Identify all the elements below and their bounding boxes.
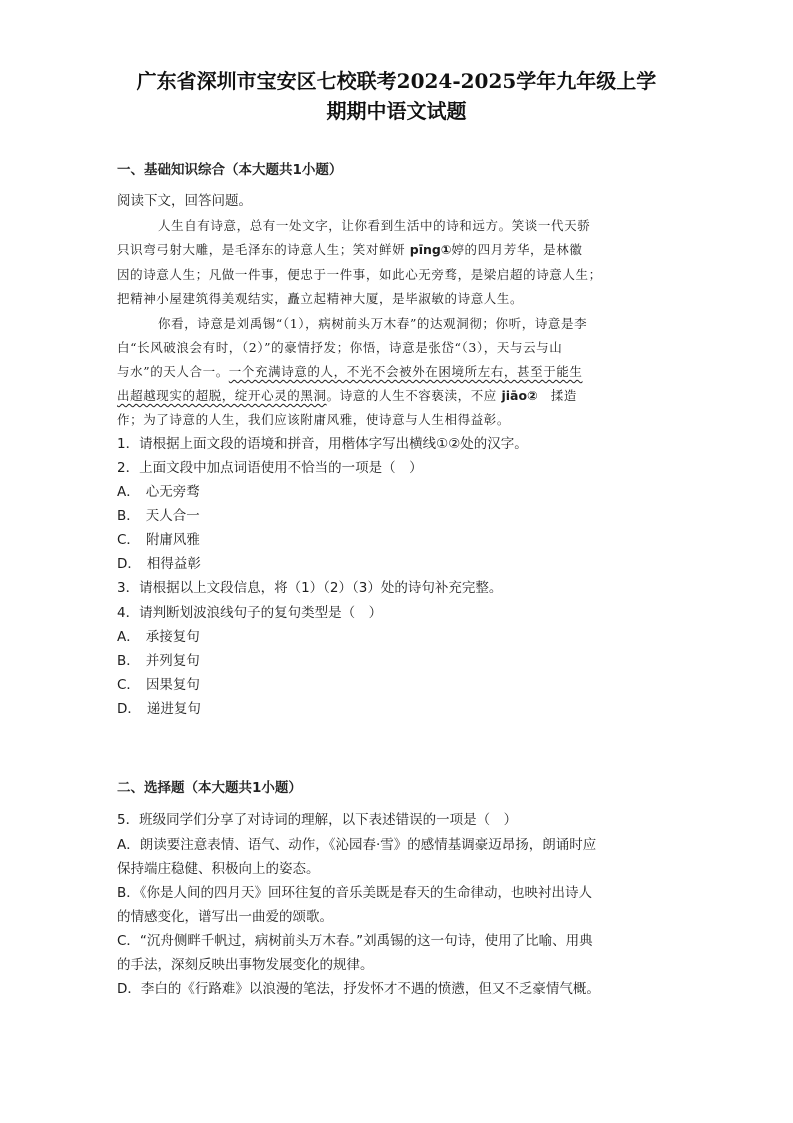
- q2-option-d: D． 相得益彰: [117, 556, 201, 572]
- question-3: 3．请根据以上文段信息，将（1）（2）（3）处的诗句补充完整。: [117, 580, 503, 596]
- pinyin-blank-2: jiāo②: [501, 388, 538, 403]
- q5-option-b: B．《你是人间的四月天》回环往复的音乐美既是春天的生命律动，也映衬出诗人: [117, 885, 593, 901]
- section2-heading: 二、选择题（本大题共1小题）: [117, 780, 302, 796]
- section1-intro: 阅读下文，回答问题。: [117, 193, 252, 209]
- q5-option-a: A．朗读要注意表情、语气、动作，《沁园春·雪》的感情基调豪迈昂扬，朗诵时应: [117, 837, 597, 853]
- wavy-underlined-sentence: 一个充满诗意的人，不光不会被外在困境所左右，甚至于能生: [228, 364, 583, 379]
- passage-line: 因的诗意人生；凡做一件事，便忠于一件事，如此心无旁骛，是梁启超的诗意人生；: [117, 267, 602, 282]
- q2-option-b: B． 天人合一: [117, 508, 200, 524]
- q2-option-a: A． 心无旁骛: [117, 484, 200, 500]
- q5-option-c: C．“沉舟侧畔千帆过，病树前头万木春。”刘禹锡的这一句诗，使用了比喻、用典: [117, 933, 593, 949]
- q4-option-b: B． 并列复句: [117, 653, 200, 669]
- q4-option-d: D． 递进复句: [117, 701, 201, 717]
- q5-option-a-cont: 保持端庄稳健、积极向上的姿态。: [117, 861, 320, 877]
- q5-option-c-cont: 的手法，深刻反映出事物发展变化的规律。: [117, 957, 374, 973]
- section1-heading: 一、基础知识综合（本大题共1小题）: [117, 162, 343, 178]
- question-2: 2．上面文段中加点词语使用不恰当的一项是（ ）: [117, 460, 423, 476]
- passage-line: 人生自有诗意，总有一处文字，让你看到生活中的诗和远方。笑谈一代天骄: [158, 218, 591, 233]
- passage-line: 与水”的天人合一。一个充满诗意的人，不光不会被外在困境所左右，甚至于能生: [117, 364, 583, 379]
- q4-option-c: C． 因果复句: [117, 677, 200, 693]
- q4-option-a: A． 承接复句: [117, 629, 200, 645]
- wavy-underlined-sentence: 出超越现实的超脱，绽开心灵的黑洞: [117, 388, 327, 403]
- question-1: 1．请根据上面文段的语境和拼音，用楷体字写出横线①②处的汉字。: [117, 436, 528, 452]
- passage-line: 白“长风破浪会有时，（2）”的豪情抒发；你悟，诗意是张岱“（3），天与云与山: [117, 340, 563, 355]
- passage-line: 只识弯弓射大雕，是毛泽东的诗意人生；笑对鲜妍 pīng①婷的四月芳华，是林徽: [117, 242, 583, 257]
- passage-line: 把精神小屋建筑得美观结实，矗立起精神大厦，是毕淑敏的诗意人生。: [117, 291, 524, 306]
- passage-line: 出超越现实的超脱，绽开心灵的黑洞。诗意的人生不容亵渎，不应 jiāo② 揉造: [117, 388, 577, 403]
- pinyin-blank-1: pīng①: [409, 242, 452, 257]
- q2-option-c: C． 附庸风雅: [117, 532, 200, 548]
- question-4: 4．请判断划波浪线句子的复句类型是（ ）: [117, 605, 383, 621]
- page-title-line1: 广东省深圳市宝安区七校联考2024-2025学年九年级上学: [136, 69, 657, 93]
- q5-option-d: D．李白的《行路难》以浪漫的笔法，抒发怀才不遇的愤懑，但又不乏豪情气概。: [117, 981, 600, 997]
- page-title-line2: 期期中语文试题: [326, 99, 467, 123]
- question-5: 5．班级同学们分享了对诗词的理解，以下表述错误的一项是（ ）: [117, 812, 518, 828]
- q5-option-b-cont: 的情感变化，谱写出一曲爱的颂歌。: [117, 909, 333, 925]
- passage-line: 你看，诗意是刘禹锡“（1），病树前头万木春”的达观洞彻；你听，诗意是李: [158, 316, 588, 331]
- passage-line: 作；为了诗意的人生，我们应该附庸风雅，使诗意与人生相得益彰。: [117, 412, 511, 427]
